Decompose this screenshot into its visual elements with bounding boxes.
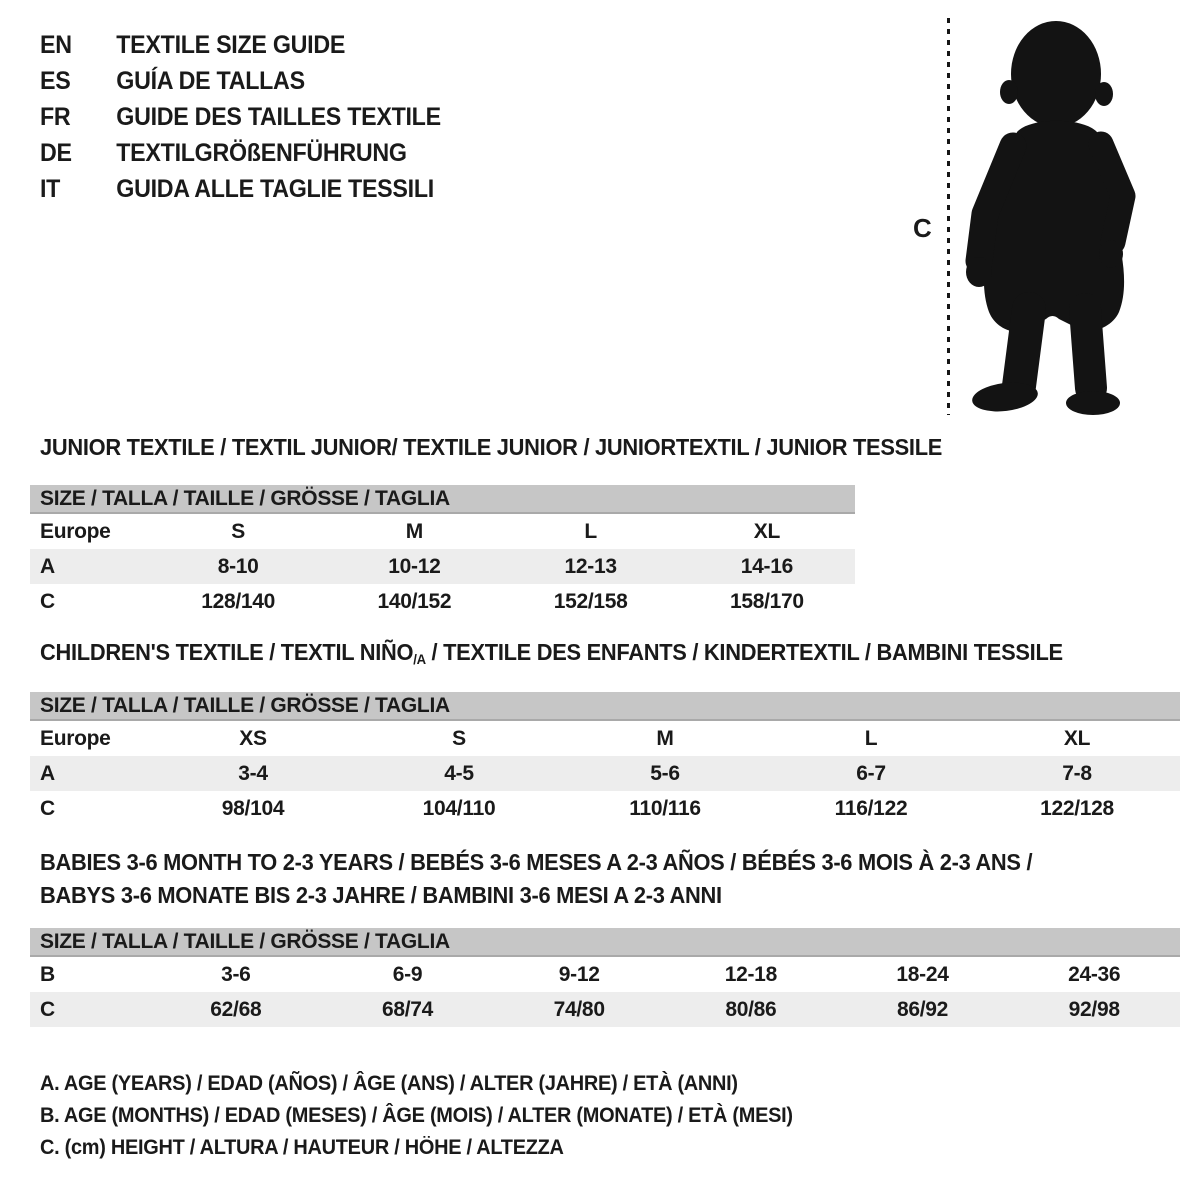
- children-title-subscript: /A: [413, 651, 426, 667]
- measurement-legend: [40, 1068, 832, 1164]
- cell: 12-18: [724, 963, 777, 986]
- language-label: GUIDE DES TAILLES TEXTILE: [116, 103, 441, 131]
- row-label: C: [40, 797, 55, 820]
- cell: 3-6: [221, 963, 251, 986]
- babies-title-line2: BABYS 3-6 MONATE BIS 2-3 JAHRE / BAMBINI 3-6 MESI A 2-3 ANNI: [40, 882, 722, 908]
- language-row-it: [40, 171, 441, 207]
- column-header: S: [452, 727, 466, 750]
- cell: 12-13: [564, 555, 617, 578]
- measure-label-c: C: [913, 213, 932, 243]
- language-code: EN: [40, 31, 72, 59]
- language-code: IT: [40, 175, 61, 203]
- table-row-c: [30, 791, 1180, 826]
- size-header-band: SIZE / TALLA / TAILLE / GRÖSSE / TAGLIA: [30, 485, 855, 514]
- junior-section-title: JUNIOR TEXTILE / TEXTIL JUNIOR/ TEXTILE JUNIOR / JUNIORTEXTIL / JUNIOR TESSILE: [40, 434, 943, 460]
- head-shape: [1011, 21, 1101, 127]
- cell: 7-8: [1062, 762, 1092, 785]
- language-label: GUIDA ALLE TAGLIE TESSILI: [116, 175, 434, 203]
- row-label: A: [40, 555, 55, 578]
- table-row-a: [30, 549, 855, 584]
- row-label: Europe: [40, 520, 111, 543]
- column-header: L: [584, 520, 597, 543]
- language-label: GUÍA DE TALLAS: [116, 67, 305, 95]
- right-ear-shape: [1095, 82, 1113, 106]
- babies-size-table: [30, 928, 1180, 1027]
- cell: 158/170: [729, 590, 804, 613]
- legend-line-c: C. (cm) HEIGHT / ALTURA / HAUTEUR / HÖHE / ALTEZZA: [40, 1136, 564, 1159]
- table-row-c: [30, 992, 1180, 1027]
- cell: 104/110: [422, 797, 496, 820]
- column-header: XS: [239, 727, 267, 750]
- column-header: S: [231, 520, 245, 543]
- cell: 80/86: [725, 998, 777, 1021]
- size-header-band: SIZE / TALLA / TAILLE / GRÖSSE / TAGLIA: [30, 692, 1180, 721]
- language-row-es: [40, 63, 441, 99]
- language-code: FR: [40, 103, 71, 131]
- cell: 86/92: [896, 998, 949, 1021]
- legend-line-b: B. AGE (MONTHS) / EDAD (MESES) / ÂGE (MOIS) / ALTER (MONATE) / ETÀ (MESI): [40, 1104, 793, 1127]
- language-label: TEXTILGRÖßENFÜHRUNG: [116, 139, 407, 167]
- height-measure-dashed-line: [947, 18, 950, 415]
- table-row-b: [30, 957, 1180, 992]
- row-label: A: [40, 762, 55, 785]
- cell: 10-12: [388, 555, 441, 578]
- row-label: Europe: [40, 727, 111, 750]
- cell: 128/140: [201, 590, 276, 613]
- cell: 5-6: [650, 762, 680, 785]
- language-row-fr: [40, 99, 441, 135]
- cell: 6-7: [856, 762, 886, 785]
- cell: 3-4: [238, 762, 268, 785]
- column-header: XL: [753, 520, 780, 543]
- junior-size-table: [30, 485, 855, 619]
- language-code: DE: [40, 139, 72, 167]
- right-hand-shape: [1099, 240, 1123, 268]
- cell: 110/116: [629, 797, 701, 820]
- cell: 18-24: [896, 963, 949, 986]
- language-list: [40, 27, 471, 207]
- cell: 8-10: [217, 555, 259, 578]
- right-leg-shape: [1085, 309, 1091, 388]
- children-title-after: / TEXTILE DES ENFANTS / KINDERTEXTIL / BAMBINI TESSILE: [425, 639, 1063, 665]
- cell: 14-16: [740, 555, 793, 578]
- cell: 24-36: [1068, 963, 1121, 986]
- cell: 92/98: [1068, 998, 1120, 1021]
- children-size-table: [30, 692, 1180, 826]
- cell: 140/152: [377, 590, 452, 613]
- right-foot-shape: [1066, 391, 1120, 415]
- cell: 98/104: [221, 797, 285, 820]
- left-ear-shape: [1000, 80, 1018, 104]
- cell: 9-12: [558, 963, 600, 986]
- cell: 6-9: [392, 963, 423, 986]
- column-header: M: [656, 727, 674, 750]
- column-header: M: [405, 520, 423, 543]
- language-code: ES: [40, 67, 71, 95]
- babies-section-title: [40, 846, 1032, 912]
- table-row-region: [30, 721, 1180, 756]
- cell: 74/80: [553, 998, 605, 1021]
- table-row-a: [30, 756, 1180, 791]
- children-title-before: CHILDREN'S TEXTILE / TEXTIL NIÑO: [40, 639, 414, 665]
- row-label: C: [40, 998, 55, 1021]
- legend-line-a: A. AGE (YEARS) / EDAD (AÑOS) / ÂGE (ANS) / ALTER (JAHRE) / ETÀ (ANNI): [40, 1072, 738, 1095]
- cell: 122/128: [1040, 797, 1114, 820]
- toddler-silhouette-image: [955, 14, 1155, 418]
- cell: 116/122: [834, 797, 908, 820]
- cell: 62/68: [210, 998, 262, 1021]
- cell: 68/74: [381, 998, 434, 1021]
- row-label: C: [40, 590, 55, 613]
- children-section-title: [40, 638, 1063, 674]
- column-header: L: [864, 727, 878, 750]
- row-label: B: [40, 963, 55, 986]
- babies-title-line1: BABIES 3-6 MONTH TO 2-3 YEARS / BEBÉS 3-6 MESES A 2-3 AÑOS / BÉBÉS 3-6 MOIS À 2-3 ANS /: [40, 849, 1033, 875]
- left-hand-shape: [966, 257, 992, 287]
- table-row-c: [30, 584, 855, 619]
- size-header-band: SIZE / TALLA / TAILLE / GRÖSSE / TAGLIA: [30, 928, 1180, 957]
- cell: 4-5: [444, 762, 474, 785]
- column-header: XL: [1063, 727, 1091, 750]
- language-label: TEXTILE SIZE GUIDE: [116, 31, 346, 59]
- language-row-en: [40, 27, 441, 63]
- table-row-region: [30, 514, 855, 549]
- language-row-de: [40, 135, 441, 171]
- cell: 152/158: [553, 590, 628, 613]
- left-leg-shape: [1019, 309, 1029, 386]
